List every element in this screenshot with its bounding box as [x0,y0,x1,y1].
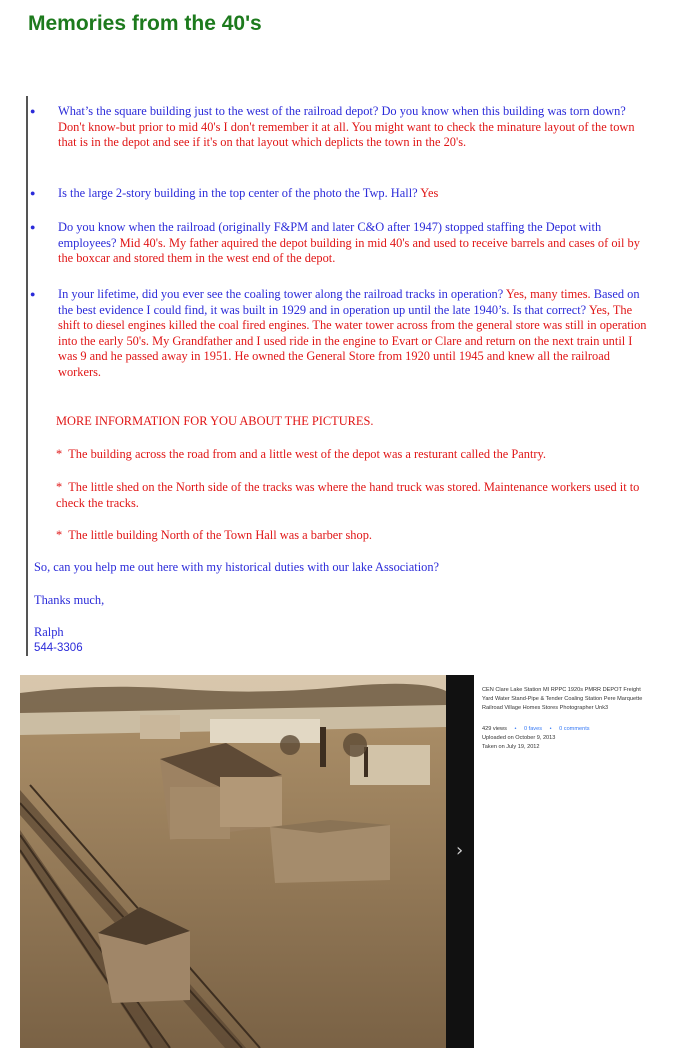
asterisk-icon: * [56,480,63,494]
thanks-line: Thanks much, [34,593,105,607]
answer-text: Don't know-but prior to mid 40's I don't remember it at all. You might want to check the minature layout of the town that is in the depot and see if it's on that layout which deplicts the town in the 20's. [58,119,635,150]
more-info-heading: MORE INFORMATION FOR YOU ABOUT THE PICTURES. [56,414,374,428]
page-title: Memories from the 40's [28,12,262,35]
info-item [56,447,656,463]
taken-date: Taken on July 19, 2012 [482,744,540,750]
info-text: The building across the road from and a little west of the depot was a resturant called the Pantry. [68,447,547,461]
photo-caption: CEN Clare Lake Station MI RPPC 1920s PMRR DEPOT Freight Yard Water Stand-Pipe & Tender Coaling Station Pere Marquette Railroad Village Homes Stores Photographer Unk3 [482,687,643,711]
closing-question: So, can you help me out here with my historical duties with our lake Association? [34,560,440,574]
question-text: In your lifetime, did you ever see the coaling tower along the railroad tracks in operation? [58,287,504,301]
asterisk-icon: * [56,447,63,461]
signature-name: Ralph [34,625,64,639]
uploaded-date: Uploaded on October 9, 2013 [482,735,556,741]
bullet-icon: ● [30,289,36,299]
photo-viewer [20,675,474,1048]
bullet-icon: ● [30,188,36,198]
bullet-icon: ● [30,222,36,232]
email-quote-block [26,96,652,656]
qa-item [30,104,648,151]
chevron-right-icon[interactable]: › [456,840,464,861]
question-text: Based on the best evidence I could find, it was built in 1929 and in operation up until the late 1940’s. Is that correct? [58,287,640,317]
separator-dot: • [514,726,517,732]
faves-link[interactable]: 0 faves [523,726,543,732]
qa-item [30,287,648,381]
answer-text: Yes, The shift to diesel engines killed the coal fired engines. The water tower across from the general store was still in operation into the early 50's. My Grandfather and I used ride in the engine to Evart or Clare and return on the next train until I was 9 and he passed away in 1951. He owned the General Store from 1920 until 1945 and knew all the railroad workers. [58,302,647,379]
separator-dot: • [549,726,552,732]
signature-phone: 544-3306 [34,642,83,654]
info-text: The little building North of the Town Hall was a barber shop. [68,528,372,542]
info-text: The little shed on the North side of the tracks was where the hand truck was stored. Maintenance workers used it to check the tracks. [56,480,640,510]
question-text: Do you know when the railroad (originally F&PM and later C&O after 1947) stopped staffing the Depot with employees? [58,220,602,250]
answer-text: Mid 40's. My father aquired the depot building in mid 40's and used to receive barrels and cases of oil by the boxcar and stored them in the west end of the depot. [58,235,640,266]
info-item [56,528,656,544]
photo-stats [482,725,652,734]
photo-info-panel [482,686,652,752]
comments-link[interactable]: 0 comments [559,726,590,732]
qa-item [30,186,648,202]
views-count: 429 views [482,726,507,732]
railroad-depot-photo[interactable] [20,675,446,1048]
question-text: What’s the square building just to the west of the railroad depot? Do you know when this building was torn down? [58,104,626,118]
asterisk-icon: * [56,528,63,542]
answer-text: Yes [420,186,439,200]
answer-text: Yes, many times. [505,287,591,301]
question-text: Is the large 2-story building in the top center of the photo the Twp. Hall? [58,186,418,200]
bullet-icon: ● [30,106,36,116]
info-item [56,480,656,511]
qa-item [30,220,648,267]
